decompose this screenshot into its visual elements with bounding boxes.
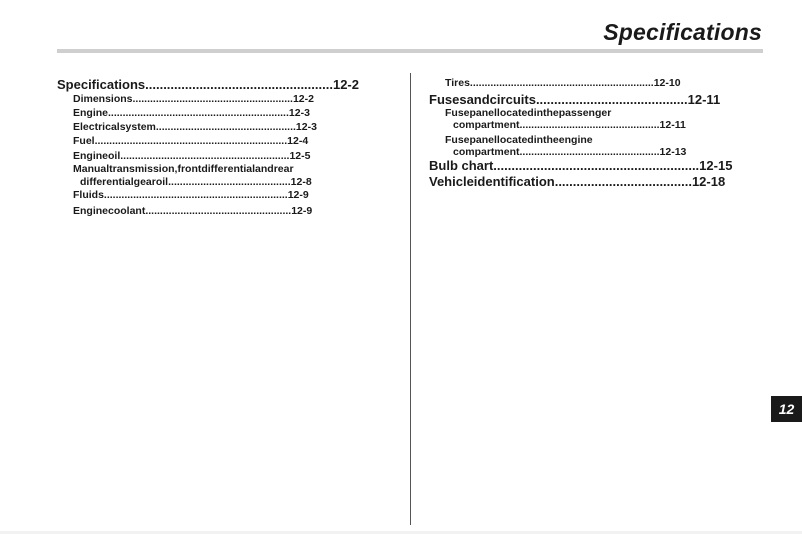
toc-leader-dots: ..........................................: [168, 176, 291, 188]
chapter-tab[interactable]: 12: [771, 396, 802, 422]
toc-page-number: 12-4: [287, 135, 309, 147]
toc-page-number: 12-3: [288, 107, 310, 119]
toc-leader-dots: .........................................................: [493, 158, 700, 173]
toc-label: compartment: [453, 119, 520, 131]
toc-entry-passenger-compartment[interactable]: [453, 119, 749, 131]
toc-label: compartment: [453, 146, 520, 158]
toc-leader-dots: ......................................: [554, 174, 692, 189]
toc-page-number: 12-9: [291, 205, 313, 217]
toc-leader-dots: ...............................................................: [469, 77, 654, 89]
toc-page-number: 12-2: [332, 77, 359, 92]
toc-entry-fuse-panel-passenger-line1: [445, 107, 745, 119]
toc-page-number: 12-13: [659, 146, 687, 158]
toc-entry-engine-coolant[interactable]: [73, 205, 377, 217]
toc-entry-differential-gear-oil[interactable]: [80, 176, 371, 188]
title-divider: [57, 49, 763, 53]
toc-page-number: 12-15: [699, 158, 733, 173]
toc-entry-engine-oil[interactable]: [73, 150, 375, 162]
toc-entry-vehicle-identification[interactable]: [429, 174, 744, 189]
toc-entry-fuse-panel-engine-line1: [445, 134, 745, 146]
toc-entry-fuses-and-circuits[interactable]: [429, 92, 739, 107]
toc-entry-fluids[interactable]: [73, 189, 379, 201]
toc-page-number: 12-11: [687, 92, 721, 107]
toc-page-number: 12-3: [295, 121, 317, 133]
toc-leader-dots: ..............................................................: [108, 107, 289, 119]
toc-page-number: 12-18: [691, 174, 726, 189]
toc-entry-specifications[interactable]: [57, 77, 377, 92]
toc-entry-tires[interactable]: [445, 77, 751, 89]
toc-leader-dots: ..................................................................: [94, 135, 288, 147]
toc-entry-manual-transmission-line1: [73, 163, 383, 175]
toc-label: Vehicleidentification: [429, 174, 555, 189]
toc-label: Engine: [73, 107, 109, 119]
toc-leader-dots: .......................................................: [132, 93, 293, 105]
toc-leader-dots: ....................................................: [145, 77, 333, 92]
toc-label: Enginecoolant: [73, 205, 146, 217]
toc-entry-dimensions[interactable]: [73, 93, 381, 105]
toc-leader-dots: ................................................: [519, 146, 660, 158]
toc-entry-engine[interactable]: [73, 107, 380, 119]
toc-entry-bulb-chart[interactable]: [429, 158, 764, 173]
toc-label: Engineoil: [73, 150, 121, 162]
toc-label: Fusepanellocatedintheengine: [445, 134, 593, 146]
toc-entry-electrical-system[interactable]: [73, 121, 377, 133]
toc-label: Electricalsystem: [73, 121, 156, 133]
toc-label: Fusesandcircuits: [429, 92, 536, 107]
toc-page-number: 12-5: [289, 150, 311, 162]
toc-label: Tires: [445, 77, 470, 89]
toc-label: Specifications: [57, 77, 146, 92]
toc-page-number: 12-2: [292, 93, 314, 105]
toc-leader-dots: ..................................................: [145, 205, 292, 217]
toc-label: Manualtransmission,frontdifferentialandrear: [73, 163, 294, 175]
toc-page-number: 12-8: [290, 176, 312, 188]
page-title: Specifications: [603, 19, 762, 45]
toc-label: Bulb chart: [429, 158, 494, 173]
toc-label: Dimensions: [73, 93, 133, 105]
toc-leader-dots: ................................................: [155, 121, 296, 133]
toc-page-number: 12-11: [659, 119, 686, 131]
toc-page-number: 12-10: [653, 77, 681, 89]
toc-leader-dots: ..........................................................: [120, 150, 290, 162]
toc-entry-fuel[interactable]: [73, 135, 380, 147]
toc-leader-dots: ...............................................................: [103, 189, 288, 201]
toc-entry-engine-compartment[interactable]: [453, 146, 750, 158]
toc-label: Fluids: [73, 189, 104, 201]
column-divider: [410, 73, 411, 525]
toc-label: Fusepanellocatedinthepassenger: [445, 107, 612, 119]
toc-page-number: 12-9: [287, 189, 309, 201]
toc-label: differentialgearoil: [80, 176, 169, 188]
toc-label: Fuel: [73, 135, 95, 147]
toc-leader-dots: ..........................................: [535, 92, 688, 107]
toc-leader-dots: ................................................: [519, 119, 660, 131]
